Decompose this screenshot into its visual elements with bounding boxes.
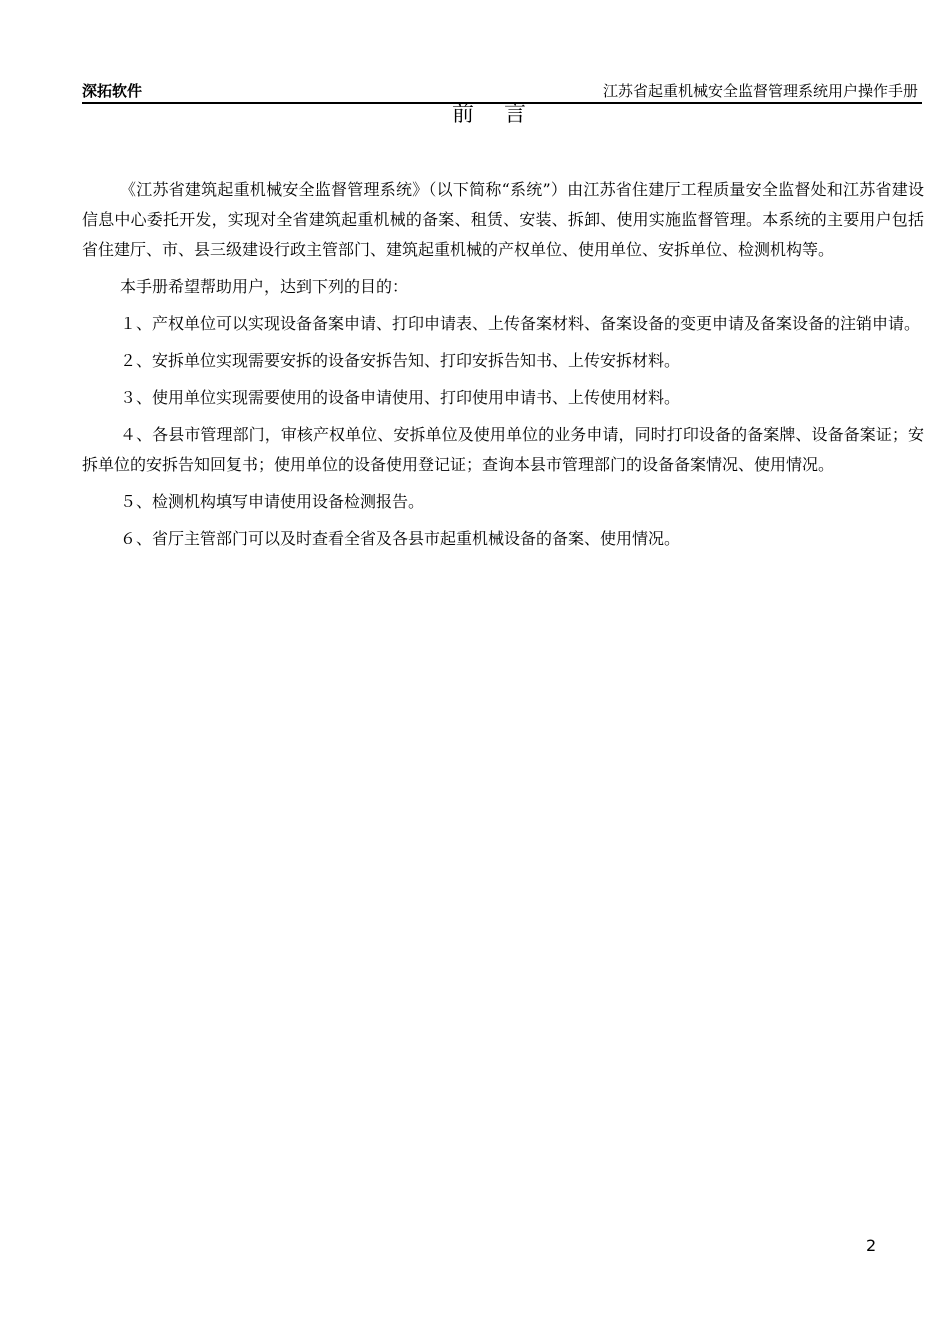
list-item-2: ２、安拆单位实现需要安拆的设备安拆告知、打印安拆告知书、上传安拆材料。 [120, 351, 681, 370]
paragraph-intro: 《江苏省建筑起重机械安全监督管理系统》（以下简称“系统”）由江苏省住建厅工程质量安全监督处和江苏省建设信息中心委托开发，实现对全省建筑起重机械的备案、租赁、安装、拆卸、使用实施监督管理。本系统的主要用户包括省住建厅、市、县三级建设行政主管部门、建筑起重机械的产权单位、使用单位、安拆单位、检测机构等。 [82, 180, 924, 259]
header-manual-title: 江苏省起重机械安全监督管理系统用户操作手册 [602, 82, 918, 100]
page-number: 2 [866, 1236, 877, 1255]
page-title: 前言 [451, 102, 556, 127]
list-item-3: ３、使用单位实现需要使用的设备申请使用、打印使用申请书、上传使用材料。 [120, 388, 681, 407]
list-item-1: １、产权单位可以实现设备备案申请、打印申请表、上传备案材料、备案设备的变更申请及备案设备的注销申请。 [120, 314, 921, 333]
header-company: 深拓软件 [82, 82, 143, 100]
list-item-5: ５、检测机构填写申请使用设备检测报告。 [120, 492, 425, 511]
list-item-6: ６、省厅主管部门可以及时查看全省及各县市起重机械设备的备案、使用情况。 [120, 529, 681, 548]
document-body [82, 175, 924, 561]
paragraph-purpose: 本手册希望帮助用户，达到下列的目的： [120, 277, 409, 296]
list-item-4: ４、各县市管理部门，审核产权单位、安拆单位及使用单位的业务申请，同时打印设备的备案牌、设备备案证；安拆单位的安拆告知回复书；使用单位的设备使用登记证；查询本县市管理部门的设备备案情况、使用情况。 [82, 425, 924, 474]
